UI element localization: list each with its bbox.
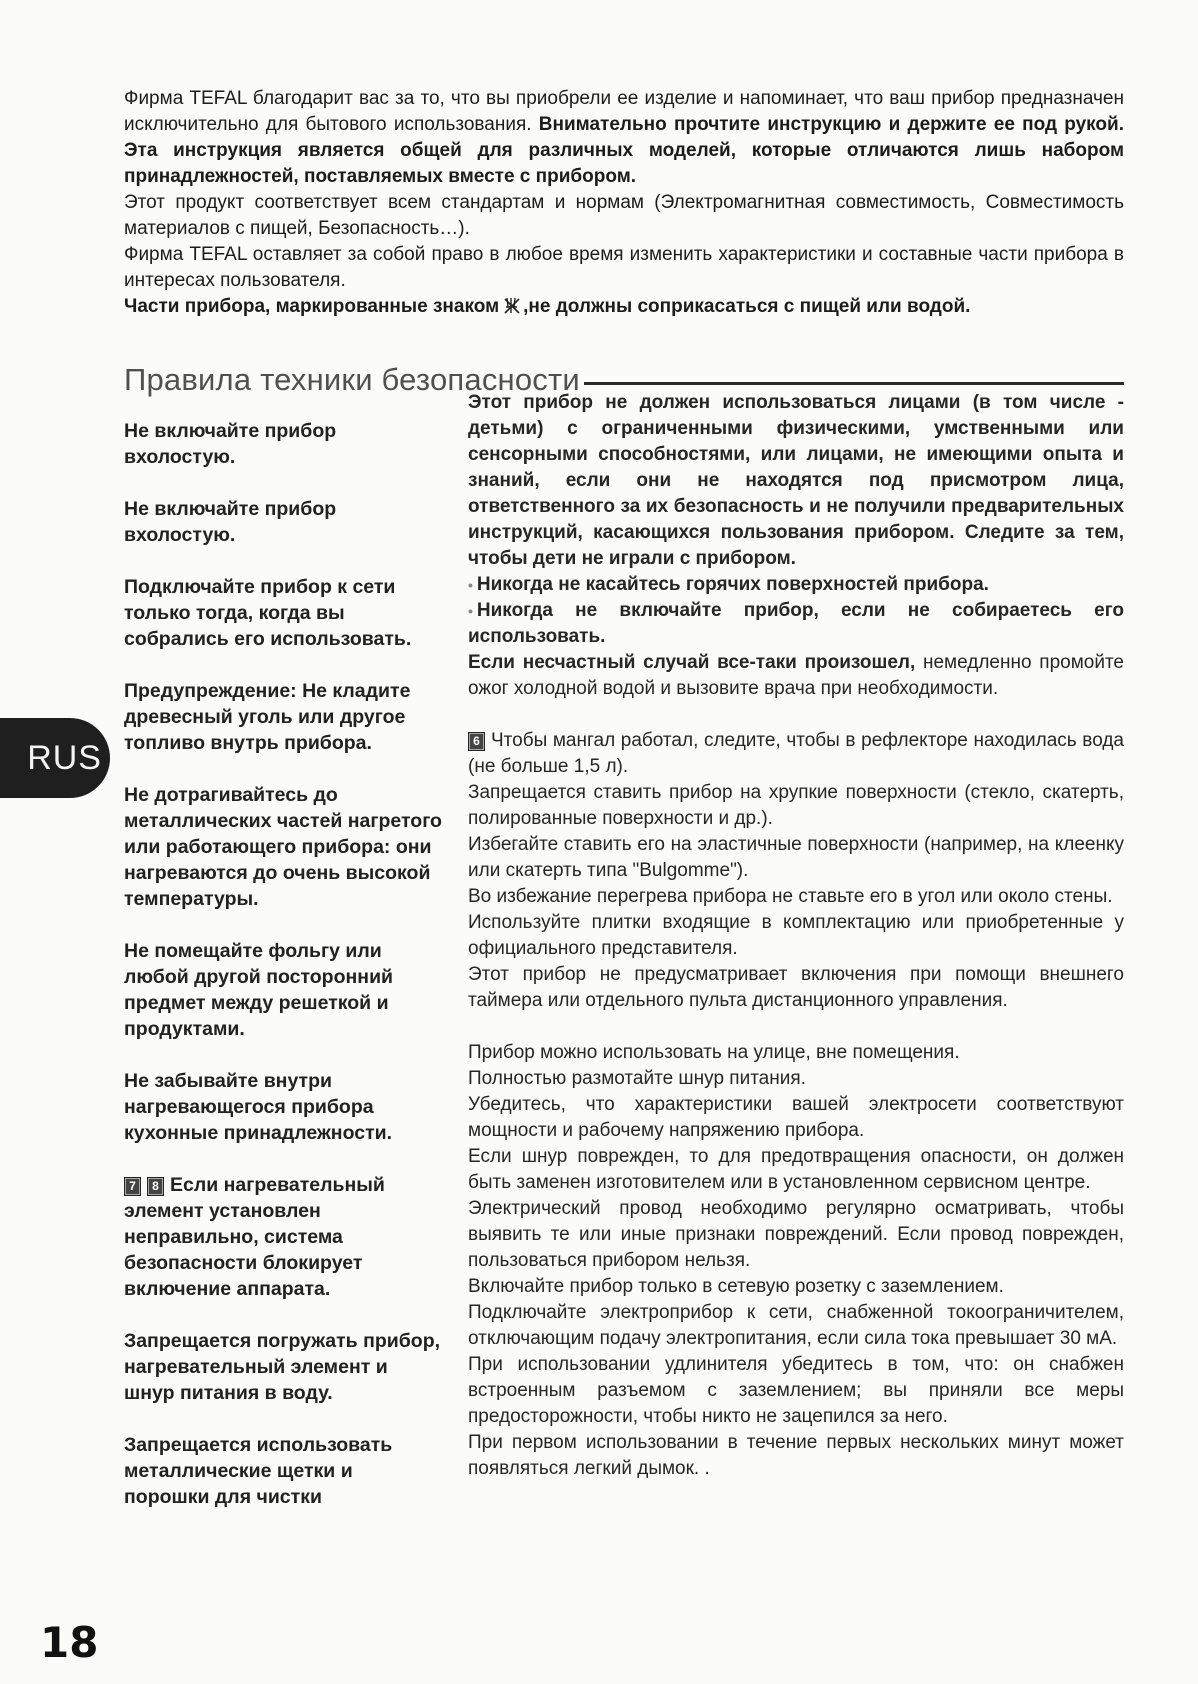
right-item: Используйте плитки входящие в комплектацию или приобретенные у официального представителя. [468, 912, 1124, 959]
language-tab [0, 718, 110, 798]
intro-paragraph-1 [124, 86, 1124, 190]
left-item: Не забывайте внутри нагревающегося прибора кухонные принадлежности. [124, 1070, 393, 1144]
right-item: Включайте прибор только в сетевую розетку с заземлением. [468, 1276, 1004, 1297]
right-column [468, 390, 1124, 1482]
heading-rule [584, 382, 1124, 385]
figure-8-icon: 8 [147, 1177, 164, 1196]
right-item: Во избежание перегрева прибора не ставьте его в угол или около стены. [468, 886, 1113, 907]
left-item: Не помещайте фольгу или любой другой посторонний предмет между решеткой и продуктами. [124, 940, 394, 1040]
left-item: Запрещается использовать металлические щетки и порошки для чистки [124, 1434, 393, 1508]
right-item-persons-warning: Этот прибор не должен использоваться лицами (в том числе - детьми) с ограниченными физическими, умственными или сенсорными способностями, или лицами, не имеющими опыта и знаний, если они не находятся под присмотром лица, ответственного за их безопасность и не получили предварительных инструкций, касающихся пользования прибором. Следите за тем, чтобы дети не играли с прибором. [468, 392, 1124, 569]
intro-read-instructions-text: Внимательно прочтите инструкцию и держите ее под рукой. Эта инструкция является общей для различных моделей, которые отличаются лишь набором принадлежностей, поставляемых вместе с прибором. [124, 114, 1125, 187]
right-item-accident [468, 650, 1124, 702]
accident-bold-text: Если несчастный случай все-таки произошел, [468, 652, 916, 673]
spacer [468, 1014, 1124, 1040]
left-item: Подключайте прибор к сети только тогда, когда вы собрались его использовать. [124, 576, 412, 650]
right-item: Подключайте электроприбор к сети, снабженной токоограничителем, отключающим подачу электропитания, если сила тока превышает 30 мА. [468, 1302, 1124, 1349]
left-item: Не включайте прибор вхолостую. [124, 498, 337, 546]
intro-paragraph-4 [124, 294, 1124, 320]
left-item: Запрещается погружать прибор, нагревательный элемент и шнур питания в воду. [124, 1330, 441, 1404]
right-item: При использовании удлинителя убедитесь в том, что: он снабжен встроенным разъемом с заземлением; вы приняли все меры предосторожности, чтобы никто не зацепился за него. [468, 1354, 1124, 1427]
left-item: Не включайте прибор вхолостую. [124, 420, 337, 468]
heating-element-note: Если нагревательный элемент установлен неправильно, система безопасности блокирует включение аппарата. [124, 1174, 385, 1300]
intro-thanks-text: Фирма TEFAL благодарит вас за то, что вы приобрели ее изделие и напоминает, что ваш прибор предназначен исключительно для бытового использования. [124, 88, 1124, 135]
left-column [124, 418, 442, 1536]
right-item: Полностью размотайте шнур питания. [468, 1068, 806, 1089]
right-item: Электрический провод необходимо регулярно осматривать, чтобы выявить те или иные признаки повреждений. Если провод поврежден, пользоваться прибором нельзя. [468, 1198, 1124, 1271]
right-item: При первом использовании в течение первых нескольких минут может появляться легкий дымок. . [468, 1432, 1124, 1479]
right-item-hot-surfaces: • Никогда не касайтесь горячих поверхностей прибора. [468, 572, 1124, 598]
right-item: Убедитесь, что характеристики вашей электросети соответствуют мощности и рабочему напряжению прибора. [468, 1094, 1124, 1141]
marked-parts-warning: ,не должны соприкасаться с пищей или водой. [523, 296, 971, 317]
no-food-contact-icon [502, 295, 522, 315]
right-item: Если шнур поврежден, то для предотвращения опасности, он должен быть заменен изготовителем или в установленном сервисном центре. [468, 1146, 1124, 1193]
accident-rest-text: немедленно промойте ожог холодной водой и вызовите врача при необходимости. [468, 652, 1124, 699]
figure-7-icon: 7 [124, 1177, 141, 1196]
page-number: 18 [40, 1618, 99, 1667]
left-item: Предупреждение: Не кладите древесный уголь или другое топливо внутрь прибора. [124, 680, 411, 754]
language-tab-label: RUS [27, 738, 102, 777]
right-item: Этот прибор не предусматривает включения при помощи внешнего таймера или отдельного пульта дистанционного управления. [468, 964, 1124, 1011]
right-item: Избегайте ставить его на эластичные поверхности (например, на клеенку или скатерть типа "Bulgomme"). [468, 834, 1124, 881]
marked-parts-text: Части прибора, маркированные знаком [124, 296, 500, 317]
water-text: Чтобы мангал работал, следите, чтобы в рефлекторе находилась вода (не больше 1,5 л). [468, 730, 1124, 777]
figure-6-icon: 6 [468, 732, 485, 751]
intro-section [124, 86, 1124, 320]
spacer [468, 702, 1124, 728]
left-item: Не дотрагивайтесь до металлических частей нагретого или работающего прибора: они нагреваются до очень высокой температуры. [124, 784, 442, 910]
right-item: Прибор можно использовать на улице, вне помещения. [468, 1042, 960, 1063]
intro-paragraph-2: Этот продукт соответствует всем стандартам и нормам (Электромагнитная совместимость, Совместимость материалов с пищей, Безопасность…). [124, 192, 1124, 239]
right-item-water [468, 728, 1124, 780]
section-heading: Правила техники безопасности [124, 362, 580, 397]
right-item: Запрещается ставить прибор на хрупкие поверхности (стекло, скатерть, полированные поверхности и др.). [468, 782, 1124, 829]
right-item-do-not-switch-on: • Никогда не включайте прибор, если не собираетесь его использовать. [468, 598, 1124, 650]
left-item-figure-note [124, 1172, 442, 1302]
intro-paragraph-3: Фирма TEFAL оставляет за собой право в любое время изменить характеристики и составные части прибора в интересах пользователя. [124, 244, 1124, 291]
